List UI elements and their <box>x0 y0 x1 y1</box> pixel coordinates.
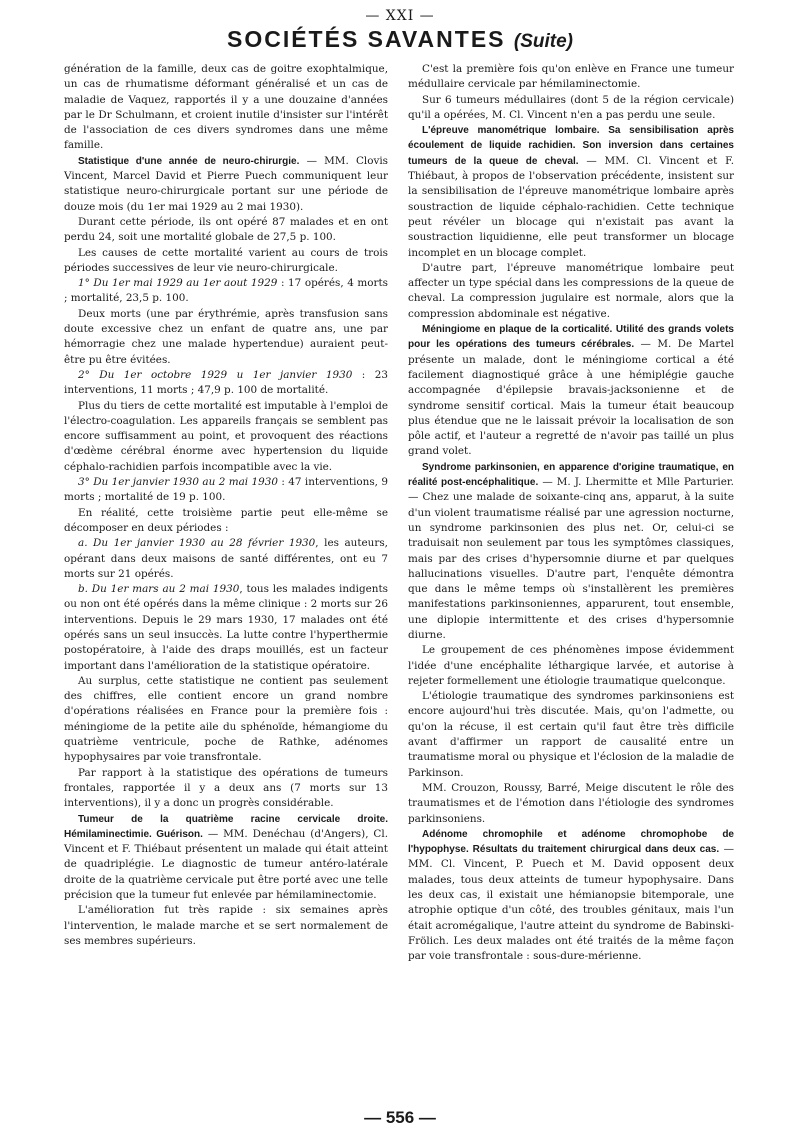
paragraph <box>64 276 388 307</box>
paragraph-text: : 47 interventions, 9 morts ; mortalité de 19 p. 100. <box>64 476 388 504</box>
paragraph <box>408 123 734 261</box>
paragraph-text: Le groupement de ces phénomènes impose évidemment l'idée d'une encéphalite léthargique larvée, et autorise à rejeter formellement une étiologie traumatique quelconque. <box>408 644 734 687</box>
paragraph <box>64 812 388 904</box>
paragraph-heading: L'épreuve manométrique lombaire. Sa sensibilisation après écoulement de liquide rachidien. Son inversion dans certaines tumeurs de la queue de cheval. <box>408 125 734 167</box>
paragraph-period: b. Du 1er mars au 2 mai 1930 <box>78 583 240 596</box>
paragraph <box>64 674 388 766</box>
paragraph-period: 3° Du 1er janvier 1930 au 2 mai 1930 <box>78 476 278 489</box>
paragraph-text: : 17 opérés, 4 morts ; mortalité, 23,5 p. 100. <box>64 277 388 305</box>
paragraph <box>64 475 388 506</box>
paragraph-period: 1° Du 1er mai 1929 au 1er aout 1929 <box>78 277 278 290</box>
paragraph <box>408 689 734 781</box>
paragraph <box>64 215 388 246</box>
section-title-text: SOCIÉTÉS SAVANTES <box>226 26 506 52</box>
paragraph-heading: Tumeur de la quatrième racine cervicale droite. Hémilaminectimie. Guérison. <box>64 813 388 840</box>
paragraph-text: Par rapport à la statistique des opérations de tumeurs frontales, rapportée il y a deux ans (7 morts sur 13 interventions), il y a donc un progrès considérable. <box>64 766 388 810</box>
paragraph-text: En réalité, cette troisième partie peut elle-même se décomposer en deux périodes : <box>64 506 388 534</box>
paragraph-text: — MM. Cl. Vincent, P. Puech et M. David opposent deux malades, tous deux atteints de tumeur hypophysaire. Dans les deux cas, il existait une hémianopsie bitemporale, une atrophie optique d'un côté, des troubles génitaux, mais l'un était acromégalique, l'autre atteint du syndrome de Babinski-Frölich. Les deux malades ont été traités de la même façon par voie transfrontale : sous-dure-mérienne. <box>408 843 734 963</box>
paragraph-text: — M. J. Lhermitte et Mlle Parturier. — Chez une malade de soixante-cinq ans, apparut, à la suite d'un violent traumatisme réalisé par une agression nocturne, un syndrome parkinsonien des plus net. Or, celui-ci se traduisait non seulement par tous les symptômes classiques, mais par des crises d'hypersomnie diurne et par quelques hallucinations visuelles. D'autre part, l'enquête démontra que dans le même temps où s'installèrent les premières manifestations parkinsoniennes, apparurent, tout ensemble, une diplopie intermittente et des crises d'hypersomnie diurne. <box>408 476 734 641</box>
paragraph-text: — MM. Cl. Vincent et F. Thiébaut, à propos de l'observation précédente, insistent sur la sensibilisation de l'épreuve manométrique lombaire après soustraction de liquide céphalo-rachidien. Cette technique peut révéler un blocage qui n'existait pas avant la soustraction liquidienne, elle peut transformer un blocage incomplet en un blocage complet. <box>408 154 734 259</box>
paragraph-text: Sur 6 tumeurs médullaires (dont 5 de la région cervicale) qu'il a opérées, M. Cl. Vincent n'en a pas perdu une seule. <box>408 93 734 121</box>
paragraph <box>408 827 734 965</box>
paragraph <box>64 766 388 812</box>
paragraph-text: MM. Crouzon, Roussy, Barré, Meige discutent le rôle des traumatismes et de l'émotion dans l'étiologie des syndromes parkinsoniens. <box>408 781 734 825</box>
paragraph <box>64 307 388 368</box>
paragraph <box>64 62 388 154</box>
paragraph-text: Deux morts (une par érythrémie, après transfusion sans doute excessive chez un enfant de quatre ans, une par hémorragie chez une malade hypertendue) auraient peut-être pu être évitées. <box>64 307 388 366</box>
paragraph-text: — MM. Clovis Vincent, Marcel David et Pierre Puech communiquent leur statistique neuro-chirurgicale portant sur une période de douze mois (du 1er mai 1929 au 2 mai 1930). <box>64 154 389 213</box>
paragraph-text: L'étiologie traumatique des syndromes parkinsoniens est encore aujourd'hui très discutée. Mais, qu'on l'admette, ou qu'on la récuse, il est certain qu'il faut être très difficile avant d'affirmer un rapport de causalité entre un traumatisme moral ou physique et l'éclosion de la maladie de Parkinson. <box>408 690 734 779</box>
paragraph-text: — M. De Martel présente un malade, dont le méningiome cortical a été facilement diagnostiqué grâce à une hémiplégie gauche accompagnée d'épilepsie bravais-jacksonienne et de syndrome sensitif cortical. Mais la tumeur était beaucoup plus étendue que ne le laissait prévoir la localisation de son pôle actif, et l'auteur a regretté de n'avoir pas taillé un plus grand volet. <box>408 338 734 458</box>
paragraph-text: Au surplus, cette statistique ne contient pas seulement des chiffres, elle contient encore un grand nombre d'opérations réalisées en France pour la première fois : méningiome de la petite aile du sphénoïde, hémangiome du quatrième ventricule, poche de Rathke, adénomes hypophysaires par voie transfrontale. <box>64 674 388 764</box>
paragraph <box>408 460 734 644</box>
paragraph-text: — MM. Denéchau (d'Angers), Cl. Vincent et F. Thiébaut présentent un malade qui était atteint de quadriplégie. Le diagnostic de tumeur antéro-latérale droite de la quatrième cervicale put être porté avec une telle précision que la tumeur fut enlevée par hémilaminectomie. <box>64 827 388 902</box>
paragraph <box>408 781 734 827</box>
page-roman-number: — XXI — <box>365 8 435 24</box>
paragraph-text: D'autre part, l'épreuve manométrique lombaire peut affecter un type spécial dans les compressions de la queue de cheval. La compression jugulaire est normale, alors que la compression abdominale est négative. <box>408 261 734 320</box>
paragraph <box>64 903 388 949</box>
paragraph <box>408 643 734 689</box>
paragraph-text: : 23 interventions, 11 morts ; 47,9 p. 100 de mortalité. <box>64 368 388 397</box>
paragraph <box>64 399 388 475</box>
paragraph <box>64 536 388 582</box>
left-column <box>64 62 388 949</box>
paragraph-period: 2° Du 1er octobre 1929 u 1er janvier 1930 <box>78 368 353 381</box>
paragraph <box>64 506 388 537</box>
paragraph-period: a. Du 1er janvier 1930 au 28 février 1930 <box>78 537 316 550</box>
paragraph-text: L'amélioration fut très rapide : six semaines après l'intervention, le malade marche et se sert normalement de ses membres supérieurs. <box>64 904 388 947</box>
paragraph-text: , tous les malades indigents ou non ont été opérés dans la même clinique : 2 morts sur 26 interventions. Depuis le 29 mars 1930, 17 malades ont été opérés sans un seul insuccès. La lutte contre l'hyperthermie postopératoire, à l'aide des draps mouillés, est un facteur important dans l'amélioration de la statistique opératoire. <box>64 583 389 672</box>
paragraph-heading: Adénome chromophile et adénome chromophobe de l'hypophyse. Résultats du traitement chirurgical dans deux cas. <box>408 828 734 856</box>
right-column <box>408 62 734 965</box>
paragraph-text: C'est la première fois qu'on enlève en France une tumeur médullaire cervicale par hémilaminectomie. <box>408 63 734 91</box>
paragraph <box>64 154 388 215</box>
paragraph-heading: Statistique d'une année de neuro-chirurgie. <box>78 155 300 167</box>
paragraph-text: , les auteurs, opérant dans deux maisons de santé différentes, ont eu 7 morts sur 21 opérés. <box>64 537 388 580</box>
paragraph <box>408 62 734 93</box>
paragraph-text: génération de la famille, deux cas de goitre exophtalmique, un cas de rhumatisme déformant généralisé et un cas de maladie de Vaquez, rapportés il y a une douzaine d'années par le Dr Schulmann, et croient inutile d'insister sur l'intérêt de l'association de ces divers syndromes dans une même famille. <box>64 63 388 152</box>
paragraph <box>408 93 734 124</box>
page-number: — 556 — <box>364 1108 436 1127</box>
paragraph-text: Plus du tiers de cette mortalité est imputable à l'emploi de l'électro-coagulation. Les appareils français se semblent pas encore suffisamment au point, et provoquent des réactions d'œdème cérébral énorme avec hypertension du liquide céphalo-rachidien parfois incompatible avec la vie. <box>64 399 388 473</box>
paragraph-heading: Méningiome en plaque de la corticalité. Utilité des grands volets pour les opérations des tumeurs cérébrales. <box>408 324 734 351</box>
paragraph <box>64 368 388 399</box>
paragraph-text: Les causes de cette mortalité varient au cours de trois périodes successives de leur vie neuro-chirurgicale. <box>64 246 388 274</box>
paragraph <box>64 582 388 674</box>
section-title <box>0 26 800 53</box>
paragraph <box>64 246 388 277</box>
paragraph <box>408 322 734 460</box>
section-title-suite: (Suite) <box>513 31 574 52</box>
paragraph-text: Durant cette période, ils ont opéré 87 malades et en ont perdu 24, soit une mortalité globale de 27,5 p. 100. <box>64 215 388 244</box>
paragraph <box>408 261 734 322</box>
paragraph-heading: Syndrome parkinsonien, en apparence d'origine traumatique, en réalité post-encéphalitique. <box>408 461 734 489</box>
